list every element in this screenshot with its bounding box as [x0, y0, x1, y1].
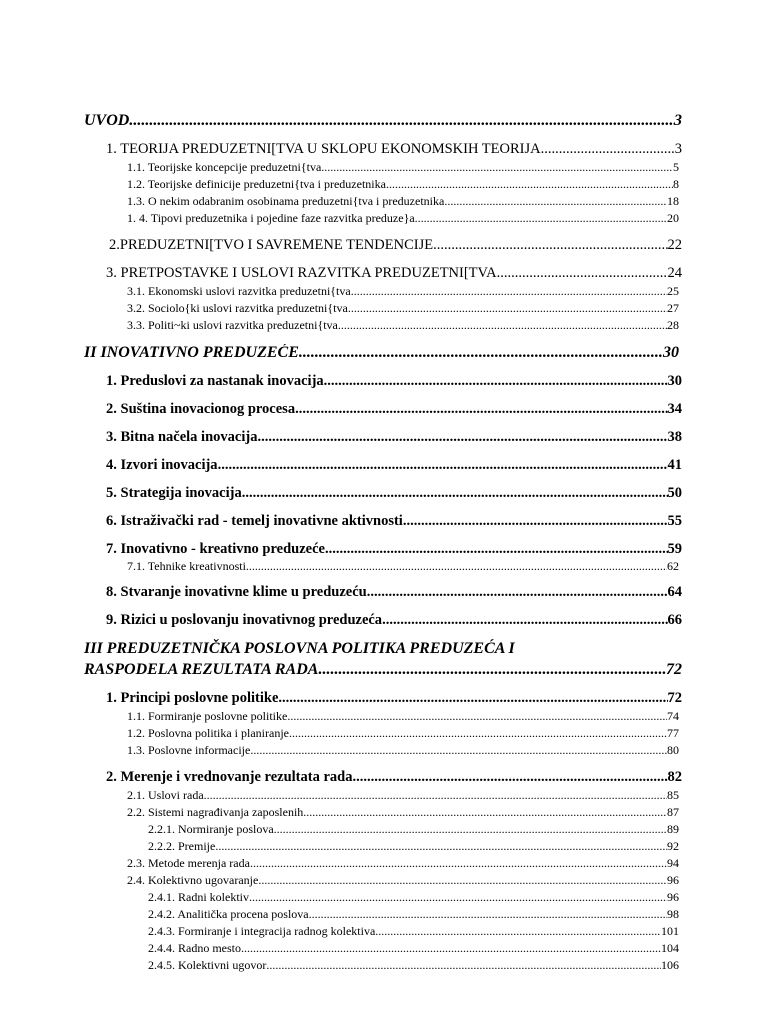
toc-entry-uvod[interactable]: [84, 112, 682, 130]
leader-dots: [266, 958, 661, 973]
toc-entry-title: 1. 4. Tipovi preduzetnika i pojedine faze razvitka preduze}a: [127, 211, 415, 225]
toc-entry-chapter[interactable]: [106, 265, 682, 282]
toc-entry-subsection[interactable]: [148, 941, 679, 956]
toc-entry-title: 3.2. Sociolo{ki uslovi razvitka preduzetni{tva: [127, 301, 348, 315]
toc-entry-chapter[interactable]: [106, 612, 682, 629]
toc-entry-subsection[interactable]: [148, 822, 679, 837]
toc-entry-page: 77: [667, 726, 679, 740]
toc-entry-subsection[interactable]: [148, 924, 679, 939]
toc-entry-title: 1. TEORIJA PREDUZETNI[TVA U SKLOPU EKONOMSKIH TEORIJA: [106, 141, 541, 157]
leader-dots: [415, 211, 667, 226]
leader-dots: [351, 284, 667, 299]
toc-entry-part-title: III PREDUZETNIČKA POSLOVNA POLITIKA PREDUZEĆA I: [84, 640, 515, 657]
toc-entry-section[interactable]: [127, 743, 679, 758]
toc-entry-title: 3. Bitna načela inovacija: [106, 429, 258, 445]
leader-dots: [289, 726, 667, 741]
toc-entry-page: 22: [667, 237, 682, 253]
toc-entry-page: 96: [667, 873, 679, 887]
leader-dots: [246, 559, 667, 574]
leader-dots: [250, 743, 667, 758]
leader-dots: [129, 112, 674, 130]
toc-entry-chapter[interactable]: [106, 541, 682, 558]
toc-entry-page: 30: [667, 373, 682, 389]
toc-entry-chapter[interactable]: [106, 769, 682, 786]
toc-entry-section[interactable]: [127, 873, 679, 888]
toc-entry-title: 4. Izvori inovacija: [106, 457, 218, 473]
toc-entry-title: 1.1. Formiranje poslovne politike: [127, 709, 288, 723]
toc-entry-title: 8. Stvaranje inovativne klime u preduzeću: [106, 584, 367, 600]
toc-entry-page: 38: [667, 429, 682, 445]
toc-entry-part[interactable]: [84, 661, 682, 679]
toc-entry-page: 72: [667, 690, 682, 706]
toc-entry-page: 34: [667, 401, 682, 417]
toc-entry-section[interactable]: [127, 194, 679, 209]
toc-entry-page: 20: [667, 211, 679, 225]
toc-entry-title: 2.3. Metode merenja rada: [127, 856, 250, 870]
toc-entry-title: 2.4.1. Radni kolektiv: [148, 890, 249, 904]
toc-entry-section[interactable]: [127, 788, 679, 803]
toc-entry-subsection[interactable]: [148, 907, 679, 922]
toc-entry-section[interactable]: [127, 284, 679, 299]
leader-dots: [299, 344, 663, 362]
leader-dots: [386, 177, 673, 192]
toc-entry-page: 104: [661, 941, 679, 955]
leader-dots: [375, 924, 661, 939]
toc-entry-page: 50: [667, 485, 682, 501]
leader-dots: [249, 890, 667, 905]
toc-entry-page: 66: [667, 612, 682, 628]
toc-entry-page: 74: [667, 709, 679, 723]
leader-dots: [215, 839, 667, 854]
leader-dots: [403, 513, 668, 530]
toc-entry-title: 2.1. Uslovi rada: [127, 788, 204, 802]
leader-dots: [325, 541, 668, 558]
toc-entry-page: 62: [667, 559, 679, 573]
toc-entry-page: 72: [666, 661, 682, 678]
toc-entry-page: 92: [667, 839, 679, 853]
toc-entry-page: 41: [667, 457, 682, 473]
leader-dots: [338, 318, 667, 333]
toc-entry-page: 85: [667, 788, 679, 802]
leader-dots: [287, 709, 667, 724]
toc-entry-title: UVOD: [84, 112, 130, 129]
toc-entry-title: 2. Suština inovacionog procesa: [106, 401, 296, 417]
toc-entry-title: 9. Rizici u poslovanju inovativnog preduzeća: [106, 612, 383, 628]
leader-dots: [204, 788, 667, 803]
toc-entry-title: 2. Merenje i vrednovanje rezultata rada: [106, 769, 353, 785]
toc-entry-title: 2.4.2. Analitička procena poslova: [148, 907, 309, 921]
leader-dots: [241, 941, 661, 956]
toc-entry-title: 1.3. O nekim odabranim osobinama preduzetni{tva i preduzetnika: [127, 194, 445, 208]
toc-entry-title: 2.4.4. Radno mesto: [148, 941, 241, 955]
toc-entry-section[interactable]: [127, 559, 679, 574]
toc-entry-page: 101: [661, 924, 679, 938]
leader-dots: [278, 690, 667, 707]
toc-entry-section[interactable]: [127, 211, 679, 226]
toc-entry-title: 5. Strategija inovacija: [106, 485, 242, 501]
toc-entry-part[interactable]: [84, 344, 679, 362]
toc-entry-page: 87: [667, 805, 679, 819]
toc-entry-page: 106: [661, 958, 679, 972]
leader-dots: [318, 661, 666, 679]
toc-entry-title: 2.2. Sistemi nagrađivanja zaposlenih: [127, 805, 304, 819]
leader-dots: [309, 907, 667, 922]
toc-entry-section[interactable]: [127, 726, 679, 741]
toc-entry-chapter[interactable]: [106, 457, 682, 474]
leader-dots: [382, 612, 667, 629]
toc-entry-page: 64: [667, 584, 682, 600]
toc-entry-title: 2.4.3. Formiranje i integracija radnog kolektiva: [148, 924, 376, 938]
toc-entry-page: 94: [667, 856, 679, 870]
toc-entry-title: 2.4.5. Kolektivni ugovor: [148, 958, 267, 972]
leader-dots: [274, 822, 667, 837]
toc-entry-subsection[interactable]: [148, 958, 679, 973]
leader-dots: [541, 141, 675, 158]
leader-dots: [303, 805, 667, 820]
leader-dots: [324, 373, 668, 390]
toc-entry-page: 25: [667, 284, 679, 298]
toc-entry-title: RASPODELA REZULTATA RADA: [84, 661, 319, 678]
toc-entry-page: 80: [667, 743, 679, 757]
leader-dots: [257, 429, 667, 446]
toc-entry-chapter[interactable]: [106, 373, 682, 390]
toc-entry-page: 98: [667, 907, 679, 921]
toc-entry-page: 96: [667, 890, 679, 904]
toc-entry-page: 18: [667, 194, 679, 208]
toc-entry-section[interactable]: [127, 177, 679, 192]
leader-dots: [321, 160, 673, 175]
toc-entry-chapter[interactable]: [106, 401, 682, 418]
toc-entry-page: 89: [667, 822, 679, 836]
toc-entry-section[interactable]: [127, 160, 679, 175]
toc-entry-title: 6. Istraživački rad - temelj inovativne aktivnosti: [106, 513, 403, 529]
leader-dots: [444, 194, 667, 209]
toc-entry-title: 2.2.1. Normiranje poslova: [148, 822, 274, 836]
toc-entry-title: 7.1. Tehnike kreativnosti: [127, 559, 246, 573]
leader-dots: [295, 401, 667, 418]
toc-entry-section[interactable]: [127, 301, 679, 316]
toc-entry-title: 7. Inovativno - kreativno preduzeće: [106, 541, 325, 557]
leader-dots: [433, 237, 667, 254]
leader-dots: [497, 265, 668, 282]
leader-dots: [250, 856, 667, 871]
leader-dots: [242, 485, 668, 502]
toc-entry-page: 3: [674, 112, 682, 129]
toc-entry-title: 3. PRETPOSTAVKE I USLOVI RAZVITKA PREDUZETNI[TVA: [106, 265, 497, 281]
toc-entry-page: 55: [667, 513, 682, 529]
leader-dots: [258, 873, 667, 888]
toc-entry-page: 27: [667, 301, 679, 315]
toc-entry-title: 2.2.2. Premije: [148, 839, 216, 853]
toc-entry-chapter[interactable]: [106, 429, 682, 446]
toc-entry-subsection[interactable]: [148, 890, 679, 905]
leader-dots: [352, 769, 667, 786]
toc-entry-page: 8: [673, 177, 679, 191]
toc-entry-chapter[interactable]: [106, 485, 682, 502]
toc-entry-chapter[interactable]: [106, 690, 682, 707]
leader-dots: [367, 584, 668, 601]
toc-entry-title: 1.2. Poslovna politika i planiranje: [127, 726, 289, 740]
toc-entry-chapter[interactable]: [106, 584, 682, 601]
toc-entry-title: 1.2. Teorijske definicije preduzetni{tva i preduzetnika: [127, 177, 386, 191]
leader-dots: [348, 301, 667, 316]
toc-entry-page: 30: [663, 344, 679, 361]
leader-dots: [218, 457, 668, 474]
toc-entry-page: 24: [667, 265, 682, 281]
toc-entry-title: 2.4. Kolektivno ugovaranje: [127, 873, 259, 887]
toc-entry-subsection[interactable]: [148, 839, 679, 854]
toc-entry-page: 82: [667, 769, 682, 785]
toc-entry-page: 3: [674, 141, 682, 157]
toc-entry-section[interactable]: [127, 805, 679, 820]
toc-entry-page: 59: [667, 541, 682, 557]
toc-entry-title: II INOVATIVNO PREDUZEĆE: [84, 344, 299, 361]
toc-entry-title: 3.1. Ekonomski uslovi razvitka preduzetni{tva: [127, 284, 351, 298]
toc-entry-title: 1. Preduslovi za nastanak inovacija: [106, 373, 324, 389]
toc-entry-chapter[interactable]: [109, 237, 682, 254]
toc-entry-page: 28: [667, 318, 679, 332]
toc-entry-title: 1.1. Teorijske koncepcije preduzetni{tva: [127, 160, 322, 174]
toc-entry-title: 1. Principi poslovne politike: [106, 690, 279, 706]
toc-entry-section[interactable]: [127, 318, 679, 333]
toc-entry-section[interactable]: [127, 856, 679, 871]
toc-entry-page: 5: [673, 160, 679, 174]
toc-entry-title: 1.3. Poslovne informacije: [127, 743, 251, 757]
toc-entry-title: 3.3. Politi~ki uslovi razvitka preduzetni{tva: [127, 318, 338, 332]
toc-entry-section[interactable]: [127, 709, 679, 724]
toc-entry-title: 2.PREDUZETNI[TVO I SAVREMENE TENDENCIJE: [109, 237, 434, 253]
toc-entry-chapter[interactable]: [106, 513, 682, 530]
toc-entry-chapter[interactable]: [106, 141, 682, 158]
